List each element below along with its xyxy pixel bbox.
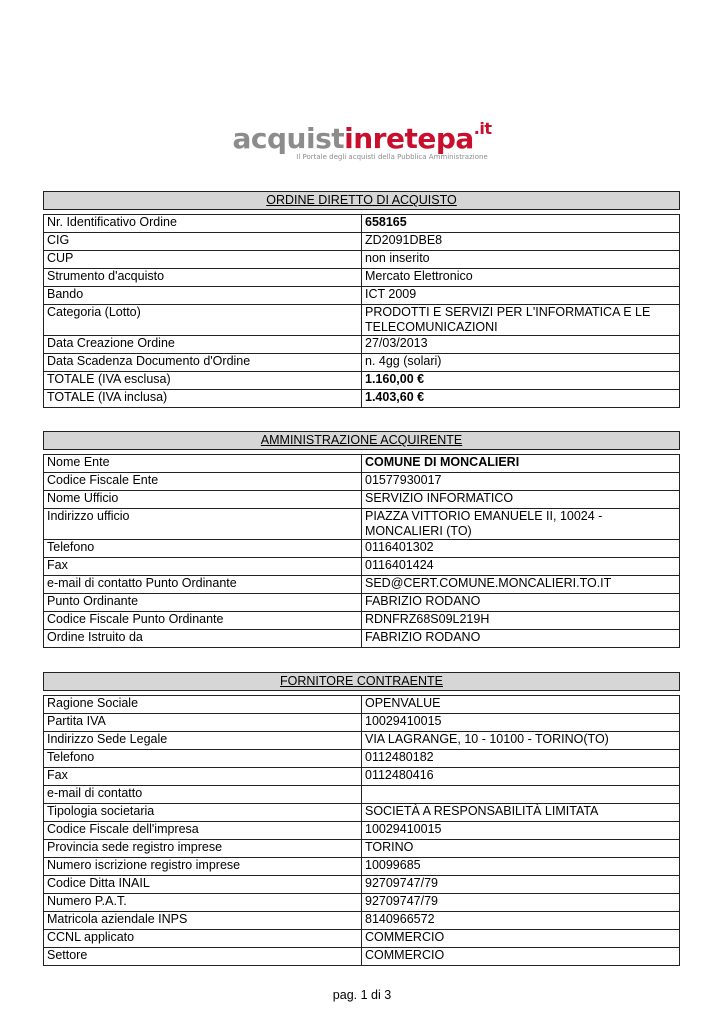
table-row [44, 372, 680, 390]
row-label: Matricola aziendale INPS [44, 912, 362, 930]
row-value: 0116401424 [362, 558, 680, 576]
fornitore-table [43, 672, 680, 966]
row-value: COMMERCIO [362, 948, 680, 966]
table-row [44, 509, 680, 540]
row-label: Settore [44, 948, 362, 966]
row-value: COMMERCIO [362, 930, 680, 948]
row-value: 27/03/2013 [362, 336, 680, 354]
row-label: Fax [44, 768, 362, 786]
logo-part-pa: pa [435, 122, 474, 155]
row-label: Numero P.A.T. [44, 894, 362, 912]
row-value: SOCIETÀ A RESPONSABILITÀ LIMITATA [362, 804, 680, 822]
row-value [362, 786, 680, 804]
logo-part-acquist: acquist [232, 122, 345, 155]
table-row [44, 858, 680, 876]
row-label: Codice Fiscale Punto Ordinante [44, 612, 362, 630]
row-label: TOTALE (IVA inclusa) [44, 390, 362, 408]
table-row [44, 714, 680, 732]
row-label: Tipologia societaria [44, 804, 362, 822]
row-label: Punto Ordinante [44, 594, 362, 612]
row-label: Partita IVA [44, 714, 362, 732]
ente-name-value: COMUNE DI MONCALIERI [362, 455, 680, 473]
ordine-title: ORDINE DIRETTO DI ACQUISTO [44, 192, 680, 210]
table-row [44, 594, 680, 612]
table-row [44, 948, 680, 966]
logo-part-inrete: inrete [344, 122, 436, 155]
table-row [44, 558, 680, 576]
row-label: Ragione Sociale [44, 696, 362, 714]
row-label: CIG [44, 233, 362, 251]
row-value: 8140966572 [362, 912, 680, 930]
row-value: 10029410015 [362, 822, 680, 840]
row-label: Categoria (Lotto) [44, 305, 362, 336]
row-value: Mercato Elettronico [362, 269, 680, 287]
row-value: non inserito [362, 251, 680, 269]
row-value: PIAZZA VITTORIO EMANUELE II, 10024 - MONCALIERI (TO) [362, 509, 680, 540]
table-row [44, 455, 680, 473]
row-label: e-mail di contatto [44, 786, 362, 804]
total-net-value: 1.160,00 € [362, 372, 680, 390]
table-row [44, 540, 680, 558]
row-label: Nr. Identificativo Ordine [44, 215, 362, 233]
table-row [44, 233, 680, 251]
row-value: VIA LAGRANGE, 10 - 10100 - TORINO(TO) [362, 732, 680, 750]
row-label: Provincia sede registro imprese [44, 840, 362, 858]
table-row [44, 768, 680, 786]
row-value: TORINO [362, 840, 680, 858]
row-value: FABRIZIO RODANO [362, 630, 680, 648]
row-label: CUP [44, 251, 362, 269]
row-label: Strumento d'acquisto [44, 269, 362, 287]
logo-tagline: Il Portale degli acquisti della Pubblica Amministrazione [296, 153, 488, 161]
row-value: ICT 2009 [362, 287, 680, 305]
amministrazione-table [43, 431, 680, 648]
table-row [44, 750, 680, 768]
table-row [44, 390, 680, 408]
row-label: Fax [44, 558, 362, 576]
portal-logo [0, 113, 724, 161]
row-value: SED@CERT.COMUNE.MONCALIERI.TO.IT [362, 576, 680, 594]
row-label: Nome Ente [44, 455, 362, 473]
row-value: 0112480416 [362, 768, 680, 786]
row-value: FABRIZIO RODANO [362, 594, 680, 612]
row-value: 0116401302 [362, 540, 680, 558]
table-row [44, 336, 680, 354]
table-row [44, 287, 680, 305]
row-value: 92709747/79 [362, 894, 680, 912]
table-row [44, 804, 680, 822]
total-gross-value: 1.403,60 € [362, 390, 680, 408]
row-label: Codice Fiscale Ente [44, 473, 362, 491]
row-label: Indirizzo ufficio [44, 509, 362, 540]
row-label: Telefono [44, 750, 362, 768]
table-row [44, 305, 680, 336]
page-number: pag. 1 di 3 [332, 988, 392, 1002]
table-row [44, 473, 680, 491]
row-value: 0112480182 [362, 750, 680, 768]
row-label: Nome Ufficio [44, 491, 362, 509]
row-value: PRODOTTI E SERVIZI PER L'INFORMATICA E LE TELECOMUNICAZIONI [362, 305, 680, 336]
fornitore-title: FORNITORE CONTRAENTE [44, 673, 680, 691]
table-row [44, 840, 680, 858]
table-row [44, 612, 680, 630]
row-label: Telefono [44, 540, 362, 558]
table-row [44, 630, 680, 648]
table-row [44, 354, 680, 372]
table-row [44, 269, 680, 287]
row-label: TOTALE (IVA esclusa) [44, 372, 362, 390]
row-label: e-mail di contatto Punto Ordinante [44, 576, 362, 594]
row-value: 10029410015 [362, 714, 680, 732]
logo-wordmark [0, 113, 724, 155]
row-value: n. 4gg (solari) [362, 354, 680, 372]
row-label: Numero iscrizione registro imprese [44, 858, 362, 876]
table-row [44, 732, 680, 750]
logo-tld: .it [473, 119, 492, 138]
row-value: 10099685 [362, 858, 680, 876]
ordine-table [43, 191, 680, 408]
row-label: Codice Ditta INAIL [44, 876, 362, 894]
row-value: SERVIZIO INFORMATICO [362, 491, 680, 509]
row-label: Data Scadenza Documento d'Ordine [44, 354, 362, 372]
row-value: 92709747/79 [362, 876, 680, 894]
row-label: CCNL applicato [44, 930, 362, 948]
row-value: 01577930017 [362, 473, 680, 491]
table-row [44, 576, 680, 594]
row-label: Data Creazione Ordine [44, 336, 362, 354]
order-id-value: 658165 [362, 215, 680, 233]
row-label: Bando [44, 287, 362, 305]
row-label: Codice Fiscale dell'impresa [44, 822, 362, 840]
row-value: ZD2091DBE8 [362, 233, 680, 251]
table-row [44, 894, 680, 912]
table-row [44, 491, 680, 509]
amministrazione-title: AMMINISTRAZIONE ACQUIRENTE [44, 432, 680, 450]
table-row [44, 786, 680, 804]
table-row [44, 822, 680, 840]
table-row [44, 215, 680, 233]
row-label: Ordine Istruito da [44, 630, 362, 648]
row-label: Indirizzo Sede Legale [44, 732, 362, 750]
row-value: OPENVALUE [362, 696, 680, 714]
table-row [44, 912, 680, 930]
table-row [44, 251, 680, 269]
table-row [44, 930, 680, 948]
table-row [44, 696, 680, 714]
table-row [44, 876, 680, 894]
row-value: RDNFRZ68S09L219H [362, 612, 680, 630]
